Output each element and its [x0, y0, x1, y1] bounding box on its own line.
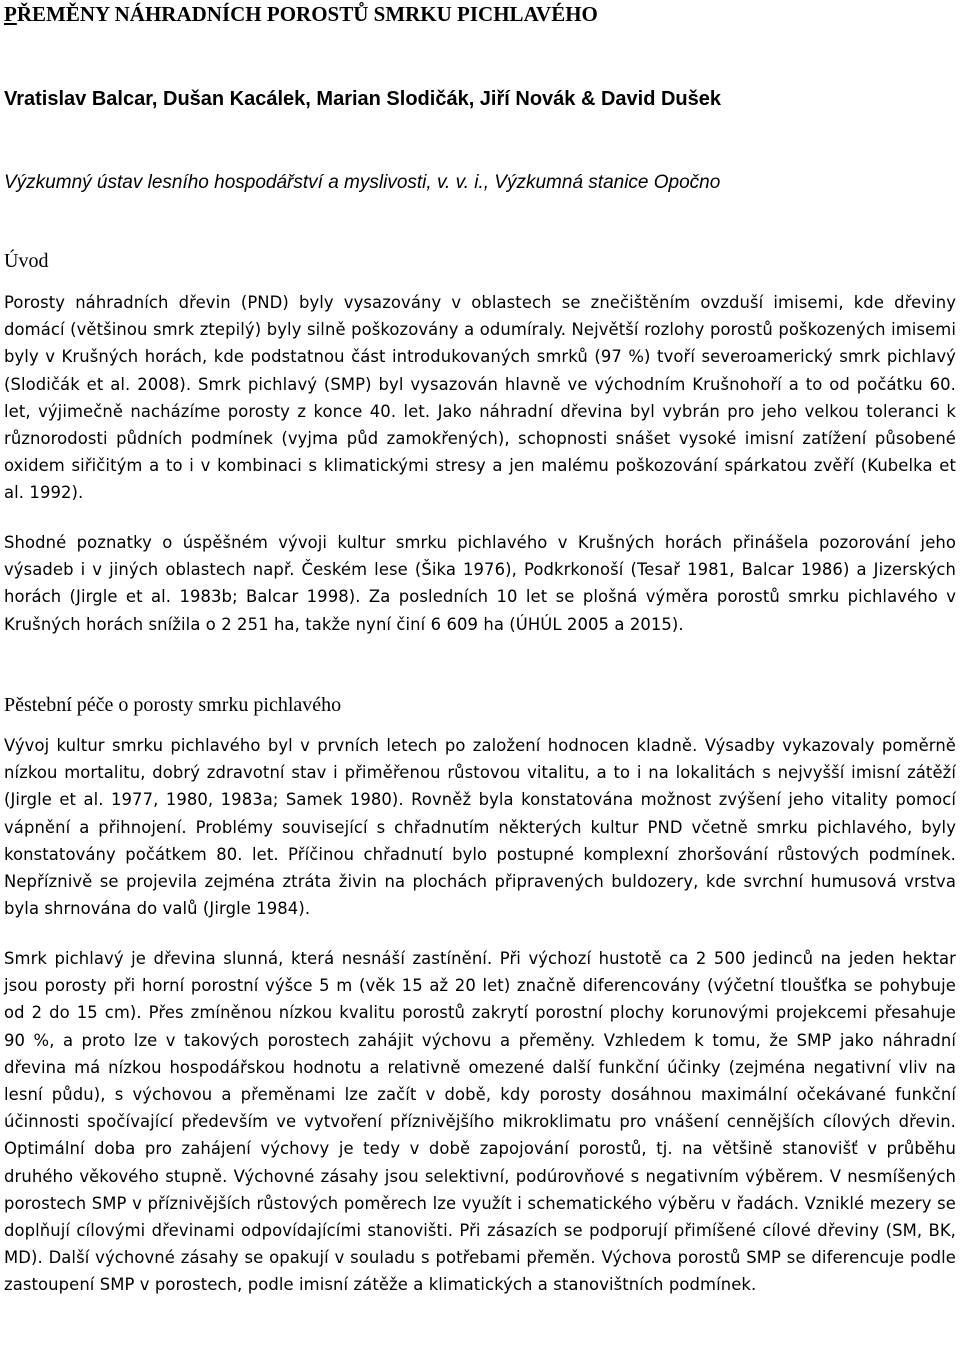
silviculture-paragraph-2: Smrk pichlavý je dřevina slunná, která nesnáší zastínění. Při výchozí hustotě ca 2 500 jedinců na jeden hektar jsou porosty při horní porostní výšce 5 m (věk 15 až 20 let) značně diferencovány (výčetní tloušťka se pohybuje od 2 do 15 cm). Přes zmíněnou nízkou kvalitu porostů zakrytí porostní plochy korunovými projekcemi přesahuje 90 %, a proto lze v takových porostech zahájit výchovu a přeměny. Vzhledem k tomu, že SMP jako náhradní dřevina má nízkou hospodářskou hodnotu a relativně omezené další funkční účinky (zejména negativní vliv na lesní půdu), s výchovou a přeměnami lze začít v době, kdy porosty dosáhnou maximální očekávané funkční účinnosti spočívající především ve vytvoření příznivějšího mikroklimatu pro vnášení cennějších cílových dřevin. Optimální doba pro zahájení výchovy je tedy v době zapojování porostů, tj. na většině stanovišť v průběhu druhého věkového stupně. Výchovné zásahy jsou selektivní, podúrovňové s negativním výběrem. V nesmíšených porostech SMP v příznivějších růstových poměrech lze využít i schematického výběru v řadách. Vzniklé mezery se doplňují cílovými dřevinami odpovídajícími stanovišti. Při zásazích se podporují přimíšené cílové dřeviny (SM, BK, MD). Další výchovné zásahy se opakují v souladu s potřebami přeměn. Výchova porostů SMP se diferencuje podle zastoupení SMP v porostech, podle imisní zátěže a klimatických a stanovištních podmínek.: [4, 949, 956, 1295]
silviculture-paragraph-1: Vývoj kultur smrku pichlavého byl v prvních letech po založení hodnocen kladně. Výsadby vykazovaly poměrně nízkou mortalitu, dobrý zdravotní stav i přiměřenou růstovou vitalitu, a to i na lokalitách s nejvyšší imisní zátěží (Jirgle et al. 1977, 1980, 1983a; Samek 1980). Rovněž byla konstatována možnost zvýšení jeho vitality pomocí vápnění a přihnojení. Problémy související s chřadnutím některých kultur PND včetně smrku pichlavého, byly konstatovány počátkem 80. let. Příčinou chřadnutí bylo postupné komplexní zhoršování růstových podmínek. Nepříznivě se projevila zejména ztráta živin na plochách připravených buldozery, kde svrchní humusová vrstva byla shrnována do valů (Jirgle 1984).: [4, 736, 956, 919]
author-list: Vratislav Balcar, Dušan Kacálek, Marian Slodičák, Jiří Novák & David Dušek: [4, 88, 722, 110]
section-heading-silviculture: Pěstební péče o porosty smrku pichlavého: [4, 694, 342, 716]
intro-paragraph-2: Shodné poznatky o úspěšném vývoji kultur smrku pichlavého v Krušných horách přinášela pozorování jeho výsadeb i v jiných oblastech např. Českém lese (Šika 1976), Podkrkonoší (Tesař 1981, Balcar 1986) a Jizerských horách (Jirgle et al. 1983b; Balcar 1998). Za posledních 10 let se plošná výměra porostů smrku pichlavého v Krušných horách snížila o 2 251 ha, takže nyní činí 6 609 ha (ÚHÚL 2005 a 2015).: [4, 533, 956, 634]
title-initial: P: [4, 2, 17, 26]
affiliation: Výzkumný ústav lesního hospodářství a myslivosti, v. v. i., Výzkumná stanice Opočno: [4, 172, 721, 193]
intro-paragraph-1: Porosty náhradních dřevin (PND) byly vysazovány v oblastech se znečištěním ovzduší imisemi, kde dřeviny domácí (většinou smrk ztepilý) byly silně poškozovány a odumíraly. Největší rozlohy porostů poškozených imisemi byly v Krušných horách, kde podstatnou část introdukovaných smrků (97 %) tvoří severoamerický smrk pichlavý (Slodičák et al. 2008). Smrk pichlavý (SMP) byl vysazován hlavně ve východním Krušnohoří a to od počátku 60. let, výjimečně nacházíme porosty z konce 40. let. Jako náhradní dřevina byl vybrán pro jeho velkou toleranci k různorodosti půdních podmínek (vyjma půd zamokřených), schopnosti snášet vysoké imisní zatížení působené oxidem siřičitým a to i v kombinaci s klimatickými stresy a jen malému poškozování spárkatou zvěří (Kubelka et al. 1992).: [4, 293, 956, 503]
section-heading-intro: Úvod: [4, 250, 49, 272]
title-rest: ŘEMĚNY NÁHRADNÍCH POROSTŮ SMRKU PICHLAVÉHO: [16, 2, 598, 26]
paper-title: [4, 2, 598, 27]
